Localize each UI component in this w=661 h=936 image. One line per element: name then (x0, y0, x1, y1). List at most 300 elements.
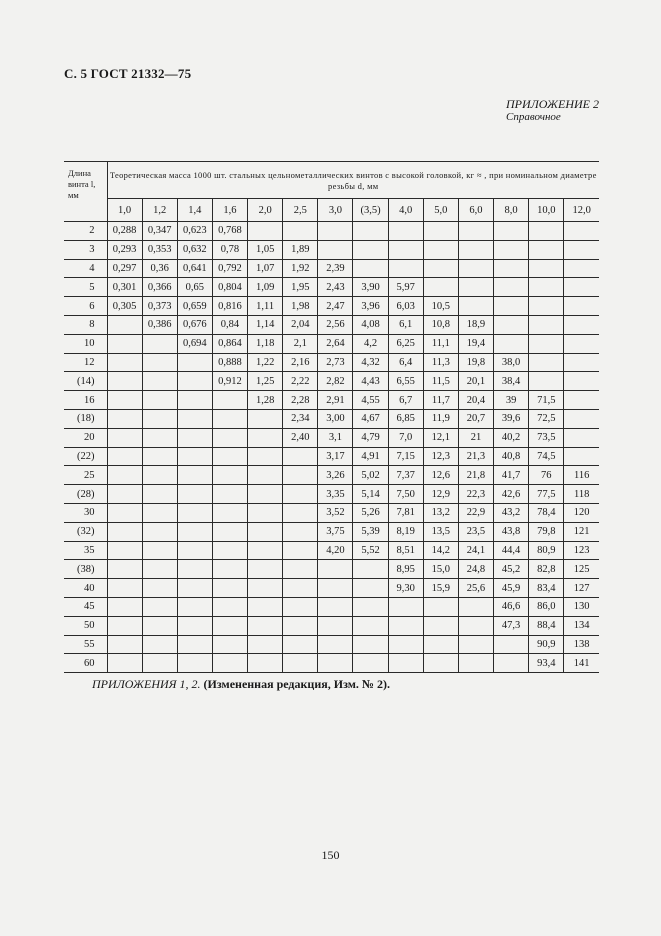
mass-cell (529, 278, 564, 297)
mass-cell (142, 353, 177, 372)
mass-cell (107, 654, 142, 673)
mass-cell (212, 466, 247, 485)
mass-cell: 4,43 (353, 372, 388, 391)
mass-cell (283, 579, 318, 598)
mass-cell (212, 579, 247, 598)
mass-cell (423, 222, 458, 241)
mass-cell: 44,4 (494, 541, 529, 560)
table-row (64, 353, 599, 372)
mass-cell (458, 259, 493, 278)
mass-cell (529, 315, 564, 334)
mass-cell (283, 466, 318, 485)
mass-cell: 0,768 (212, 222, 247, 241)
footnote-reference: ПРИЛОЖЕНИЯ 1, 2. (92, 677, 201, 691)
mass-cell: 2,56 (318, 315, 353, 334)
mass-cell (564, 278, 599, 297)
mass-cell: 3,52 (318, 503, 353, 522)
table-row (64, 447, 599, 466)
mass-cell (212, 391, 247, 410)
mass-cell: 79,8 (529, 522, 564, 541)
mass-cell (283, 560, 318, 579)
mass-cell (142, 485, 177, 504)
length-cell: 30 (64, 503, 107, 522)
length-cell: 40 (64, 579, 107, 598)
mass-cell: 0,353 (142, 240, 177, 259)
mass-cell: 2,39 (318, 259, 353, 278)
mass-cell: 1,22 (248, 353, 283, 372)
mass-cell (564, 240, 599, 259)
mass-cell (177, 409, 212, 428)
mass-cell (494, 222, 529, 241)
mass-cell: 7,37 (388, 466, 423, 485)
mass-cell (529, 353, 564, 372)
mass-cell: 4,32 (353, 353, 388, 372)
mass-cell: 40,8 (494, 447, 529, 466)
mass-cell: 2,73 (318, 353, 353, 372)
mass-cell (142, 466, 177, 485)
mass-cell: 0,373 (142, 297, 177, 316)
mass-cell: 82,8 (529, 560, 564, 579)
mass-cell (423, 597, 458, 616)
mass-cell: 3,00 (318, 409, 353, 428)
mass-cell: 8,51 (388, 541, 423, 560)
mass-cell (423, 240, 458, 259)
mass-cell (529, 222, 564, 241)
mass-cell (318, 616, 353, 635)
mass-cell: 121 (564, 522, 599, 541)
mass-cell: 46,6 (494, 597, 529, 616)
mass-cell: 4,67 (353, 409, 388, 428)
mass-cell: 0,297 (107, 259, 142, 278)
mass-cell (388, 597, 423, 616)
mass-cell (142, 372, 177, 391)
mass-cell: 77,5 (529, 485, 564, 504)
mass-cell (494, 240, 529, 259)
length-cell: (28) (64, 485, 107, 504)
mass-cell (107, 334, 142, 353)
mass-cell (388, 222, 423, 241)
mass-cell: 19,8 (458, 353, 493, 372)
mass-cell (107, 503, 142, 522)
table-caption: Теоретическая масса 1000 шт. стальных цельнометаллических винтов с высокой головкой, кг ≈ , при номинальном диаметре резьбы d, мм (107, 162, 599, 199)
length-cell: 45 (64, 597, 107, 616)
length-cell: (22) (64, 447, 107, 466)
mass-cell (212, 635, 247, 654)
mass-cell: 2,28 (283, 391, 318, 410)
mass-cell: 6,7 (388, 391, 423, 410)
mass-cell (423, 278, 458, 297)
mass-cell: 0,65 (177, 278, 212, 297)
mass-cell: 12,6 (423, 466, 458, 485)
mass-cell: 5,02 (353, 466, 388, 485)
mass-cell: 127 (564, 579, 599, 598)
mass-cell: 15,0 (423, 560, 458, 579)
mass-cell (318, 654, 353, 673)
mass-cell (107, 579, 142, 598)
mass-cell: 11,7 (423, 391, 458, 410)
mass-cell: 80,9 (529, 541, 564, 560)
mass-cell: 13,5 (423, 522, 458, 541)
table-row (64, 485, 599, 504)
mass-cell (142, 616, 177, 635)
table-row (64, 334, 599, 353)
mass-cell: 138 (564, 635, 599, 654)
mass-cell: 39 (494, 391, 529, 410)
diameter-header: 2,0 (248, 199, 283, 222)
mass-cell (283, 597, 318, 616)
mass-cell: 21,8 (458, 466, 493, 485)
mass-cell: 0,912 (212, 372, 247, 391)
mass-cell (423, 654, 458, 673)
mass-cell (564, 259, 599, 278)
mass-cell (142, 541, 177, 560)
mass-cell (107, 541, 142, 560)
mass-cell (142, 409, 177, 428)
mass-cell (142, 579, 177, 598)
mass-cell (107, 428, 142, 447)
mass-cell: 7,50 (388, 485, 423, 504)
mass-cell (177, 485, 212, 504)
mass-cell: 40,2 (494, 428, 529, 447)
mass-cell: 0,386 (142, 315, 177, 334)
mass-cell (494, 315, 529, 334)
mass-cell (177, 597, 212, 616)
appendix-label: ПРИЛОЖЕНИЕ 2 (506, 97, 599, 111)
mass-cell: 18,9 (458, 315, 493, 334)
mass-cell (142, 334, 177, 353)
mass-cell (283, 654, 318, 673)
mass-cell (353, 579, 388, 598)
mass-cell: 13,2 (423, 503, 458, 522)
mass-cell: 22,9 (458, 503, 493, 522)
mass-cell (177, 635, 212, 654)
mass-cell: 0,659 (177, 297, 212, 316)
table-row (64, 278, 599, 297)
length-cell: 8 (64, 315, 107, 334)
mass-cell (529, 240, 564, 259)
mass-cell: 0,84 (212, 315, 247, 334)
mass-cell (142, 428, 177, 447)
mass-cell (423, 635, 458, 654)
mass-cell: 21,3 (458, 447, 493, 466)
mass-cell: 20,1 (458, 372, 493, 391)
mass-cell (318, 560, 353, 579)
mass-cell: 6,55 (388, 372, 423, 391)
mass-cell: 72,5 (529, 409, 564, 428)
mass-cell: 0,78 (212, 240, 247, 259)
mass-cell (353, 616, 388, 635)
length-cell: (18) (64, 409, 107, 428)
mass-cell (177, 560, 212, 579)
table-row (64, 315, 599, 334)
mass-cell: 4,55 (353, 391, 388, 410)
mass-cell (529, 372, 564, 391)
mass-cell: 1,25 (248, 372, 283, 391)
mass-cell: 1,28 (248, 391, 283, 410)
mass-cell (107, 315, 142, 334)
mass-cell (177, 391, 212, 410)
diameter-header: 1,0 (107, 199, 142, 222)
mass-cell: 116 (564, 466, 599, 485)
table-row (64, 466, 599, 485)
mass-cell: 0,804 (212, 278, 247, 297)
mass-cell: 5,26 (353, 503, 388, 522)
mass-cell: 1,92 (283, 259, 318, 278)
mass-cell: 3,35 (318, 485, 353, 504)
diameter-header: 5,0 (423, 199, 458, 222)
mass-cell: 130 (564, 597, 599, 616)
mass-cell (248, 616, 283, 635)
mass-cell: 3,1 (318, 428, 353, 447)
mass-cell (388, 240, 423, 259)
mass-cell (353, 240, 388, 259)
page-number: 150 (321, 848, 340, 862)
table-row (64, 635, 599, 654)
mass-cell (142, 503, 177, 522)
mass-cell (212, 541, 247, 560)
mass-cell: 3,90 (353, 278, 388, 297)
mass-cell: 43,2 (494, 503, 529, 522)
table-row (64, 240, 599, 259)
mass-cell (177, 447, 212, 466)
mass-cell (212, 485, 247, 504)
table-row (64, 560, 599, 579)
mass-cell (248, 222, 283, 241)
mass-cell: 0,623 (177, 222, 212, 241)
table-row (64, 297, 599, 316)
mass-table (64, 161, 599, 673)
mass-cell: 12,9 (423, 485, 458, 504)
diameter-header: 4,0 (388, 199, 423, 222)
mass-cell: 2,04 (283, 315, 318, 334)
mass-cell (212, 654, 247, 673)
mass-cell: 71,5 (529, 391, 564, 410)
mass-cell: 5,39 (353, 522, 388, 541)
mass-cell (529, 259, 564, 278)
table-row (64, 222, 599, 241)
mass-cell: 1,07 (248, 259, 283, 278)
mass-cell: 90,9 (529, 635, 564, 654)
appendix-label-block (506, 98, 599, 124)
mass-cell: 2,64 (318, 334, 353, 353)
mass-cell: 93,4 (529, 654, 564, 673)
mass-cell: 0,293 (107, 240, 142, 259)
mass-cell: 2,22 (283, 372, 318, 391)
mass-cell: 1,05 (248, 240, 283, 259)
mass-cell: 1,11 (248, 297, 283, 316)
mass-cell: 11,3 (423, 353, 458, 372)
mass-cell (212, 503, 247, 522)
mass-cell: 47,3 (494, 616, 529, 635)
mass-cell: 74,5 (529, 447, 564, 466)
mass-cell: 4,91 (353, 447, 388, 466)
mass-cell (107, 466, 142, 485)
mass-cell (529, 297, 564, 316)
mass-cell (318, 579, 353, 598)
mass-cell: 5,52 (353, 541, 388, 560)
mass-cell: 0,641 (177, 259, 212, 278)
mass-cell (248, 485, 283, 504)
mass-cell (529, 334, 564, 353)
mass-cell: 3,17 (318, 447, 353, 466)
mass-cell (318, 222, 353, 241)
table-row (64, 259, 599, 278)
mass-cell (353, 560, 388, 579)
mass-cell (353, 259, 388, 278)
mass-cell (564, 409, 599, 428)
mass-cell: 45,9 (494, 579, 529, 598)
table-row (64, 409, 599, 428)
mass-cell (248, 503, 283, 522)
mass-cell: 2,43 (318, 278, 353, 297)
mass-cell (177, 616, 212, 635)
mass-cell: 20,7 (458, 409, 493, 428)
diameter-header: 8,0 (494, 199, 529, 222)
length-cell: 10 (64, 334, 107, 353)
mass-cell (564, 222, 599, 241)
mass-cell (142, 447, 177, 466)
mass-cell: 8,19 (388, 522, 423, 541)
mass-cell: 76 (529, 466, 564, 485)
mass-cell (458, 597, 493, 616)
mass-cell: 120 (564, 503, 599, 522)
mass-cell (388, 259, 423, 278)
mass-cell (494, 297, 529, 316)
mass-cell: 2,82 (318, 372, 353, 391)
mass-cell (353, 635, 388, 654)
mass-cell (107, 560, 142, 579)
table-row (64, 372, 599, 391)
mass-cell (248, 560, 283, 579)
mass-cell: 4,08 (353, 315, 388, 334)
mass-cell (212, 409, 247, 428)
diameter-header: 1,4 (177, 199, 212, 222)
mass-cell: 0,288 (107, 222, 142, 241)
mass-cell (283, 447, 318, 466)
mass-cell (248, 447, 283, 466)
mass-cell (353, 222, 388, 241)
mass-cell: 39,6 (494, 409, 529, 428)
mass-cell: 141 (564, 654, 599, 673)
table-row (64, 597, 599, 616)
mass-cell (107, 522, 142, 541)
mass-cell (458, 222, 493, 241)
mass-cell (142, 522, 177, 541)
appendix-reference: Справочное (506, 111, 561, 123)
length-cell: (32) (64, 522, 107, 541)
mass-cell (564, 353, 599, 372)
mass-cell (564, 334, 599, 353)
mass-cell: 88,4 (529, 616, 564, 635)
mass-cell: 0,305 (107, 297, 142, 316)
diameter-header: 3,0 (318, 199, 353, 222)
mass-cell (248, 466, 283, 485)
mass-cell (458, 635, 493, 654)
mass-cell (494, 334, 529, 353)
mass-cell (212, 447, 247, 466)
mass-cell (353, 597, 388, 616)
mass-cell: 123 (564, 541, 599, 560)
length-cell: 55 (64, 635, 107, 654)
mass-cell (353, 654, 388, 673)
mass-cell: 23,5 (458, 522, 493, 541)
mass-cell: 6,1 (388, 315, 423, 334)
mass-cell: 0,347 (142, 222, 177, 241)
mass-cell (388, 635, 423, 654)
mass-cell: 6,85 (388, 409, 423, 428)
mass-cell: 2,47 (318, 297, 353, 316)
mass-cell (494, 278, 529, 297)
mass-cell (177, 541, 212, 560)
mass-cell (283, 635, 318, 654)
mass-cell: 83,4 (529, 579, 564, 598)
length-cell: (38) (64, 560, 107, 579)
mass-cell: 1,89 (283, 240, 318, 259)
mass-cell: 7,15 (388, 447, 423, 466)
mass-cell (318, 240, 353, 259)
table-row (64, 579, 599, 598)
table-body (64, 222, 599, 673)
mass-cell: 8,95 (388, 560, 423, 579)
diameter-header: 6,0 (458, 199, 493, 222)
mass-cell: 22,3 (458, 485, 493, 504)
mass-cell (248, 522, 283, 541)
mass-cell (248, 428, 283, 447)
mass-cell (458, 240, 493, 259)
mass-cell (388, 616, 423, 635)
table-row (64, 503, 599, 522)
mass-cell (494, 654, 529, 673)
mass-cell: 6,03 (388, 297, 423, 316)
mass-cell (318, 597, 353, 616)
mass-cell (142, 635, 177, 654)
mass-cell (494, 259, 529, 278)
length-cell: 2 (64, 222, 107, 241)
mass-cell (564, 428, 599, 447)
mass-cell (177, 654, 212, 673)
mass-cell (564, 315, 599, 334)
mass-cell: 2,40 (283, 428, 318, 447)
mass-cell (283, 222, 318, 241)
mass-cell: 78,4 (529, 503, 564, 522)
mass-cell: 25,6 (458, 579, 493, 598)
mass-cell (212, 560, 247, 579)
length-cell: 50 (64, 616, 107, 635)
mass-cell: 1,14 (248, 315, 283, 334)
mass-cell (177, 353, 212, 372)
mass-cell: 1,98 (283, 297, 318, 316)
mass-cell (248, 597, 283, 616)
length-cell: 20 (64, 428, 107, 447)
mass-cell: 3,75 (318, 522, 353, 541)
mass-cell: 14,2 (423, 541, 458, 560)
length-cell: 3 (64, 240, 107, 259)
mass-cell (458, 616, 493, 635)
mass-cell: 1,95 (283, 278, 318, 297)
mass-cell: 0,888 (212, 353, 247, 372)
mass-cell (212, 597, 247, 616)
mass-cell (248, 409, 283, 428)
table-row (64, 522, 599, 541)
length-cell: (14) (64, 372, 107, 391)
mass-cell: 3,96 (353, 297, 388, 316)
diameter-header: 12,0 (564, 199, 599, 222)
diameter-header: 2,5 (283, 199, 318, 222)
mass-cell (283, 503, 318, 522)
mass-cell: 86,0 (529, 597, 564, 616)
mass-cell: 118 (564, 485, 599, 504)
mass-cell: 38,0 (494, 353, 529, 372)
